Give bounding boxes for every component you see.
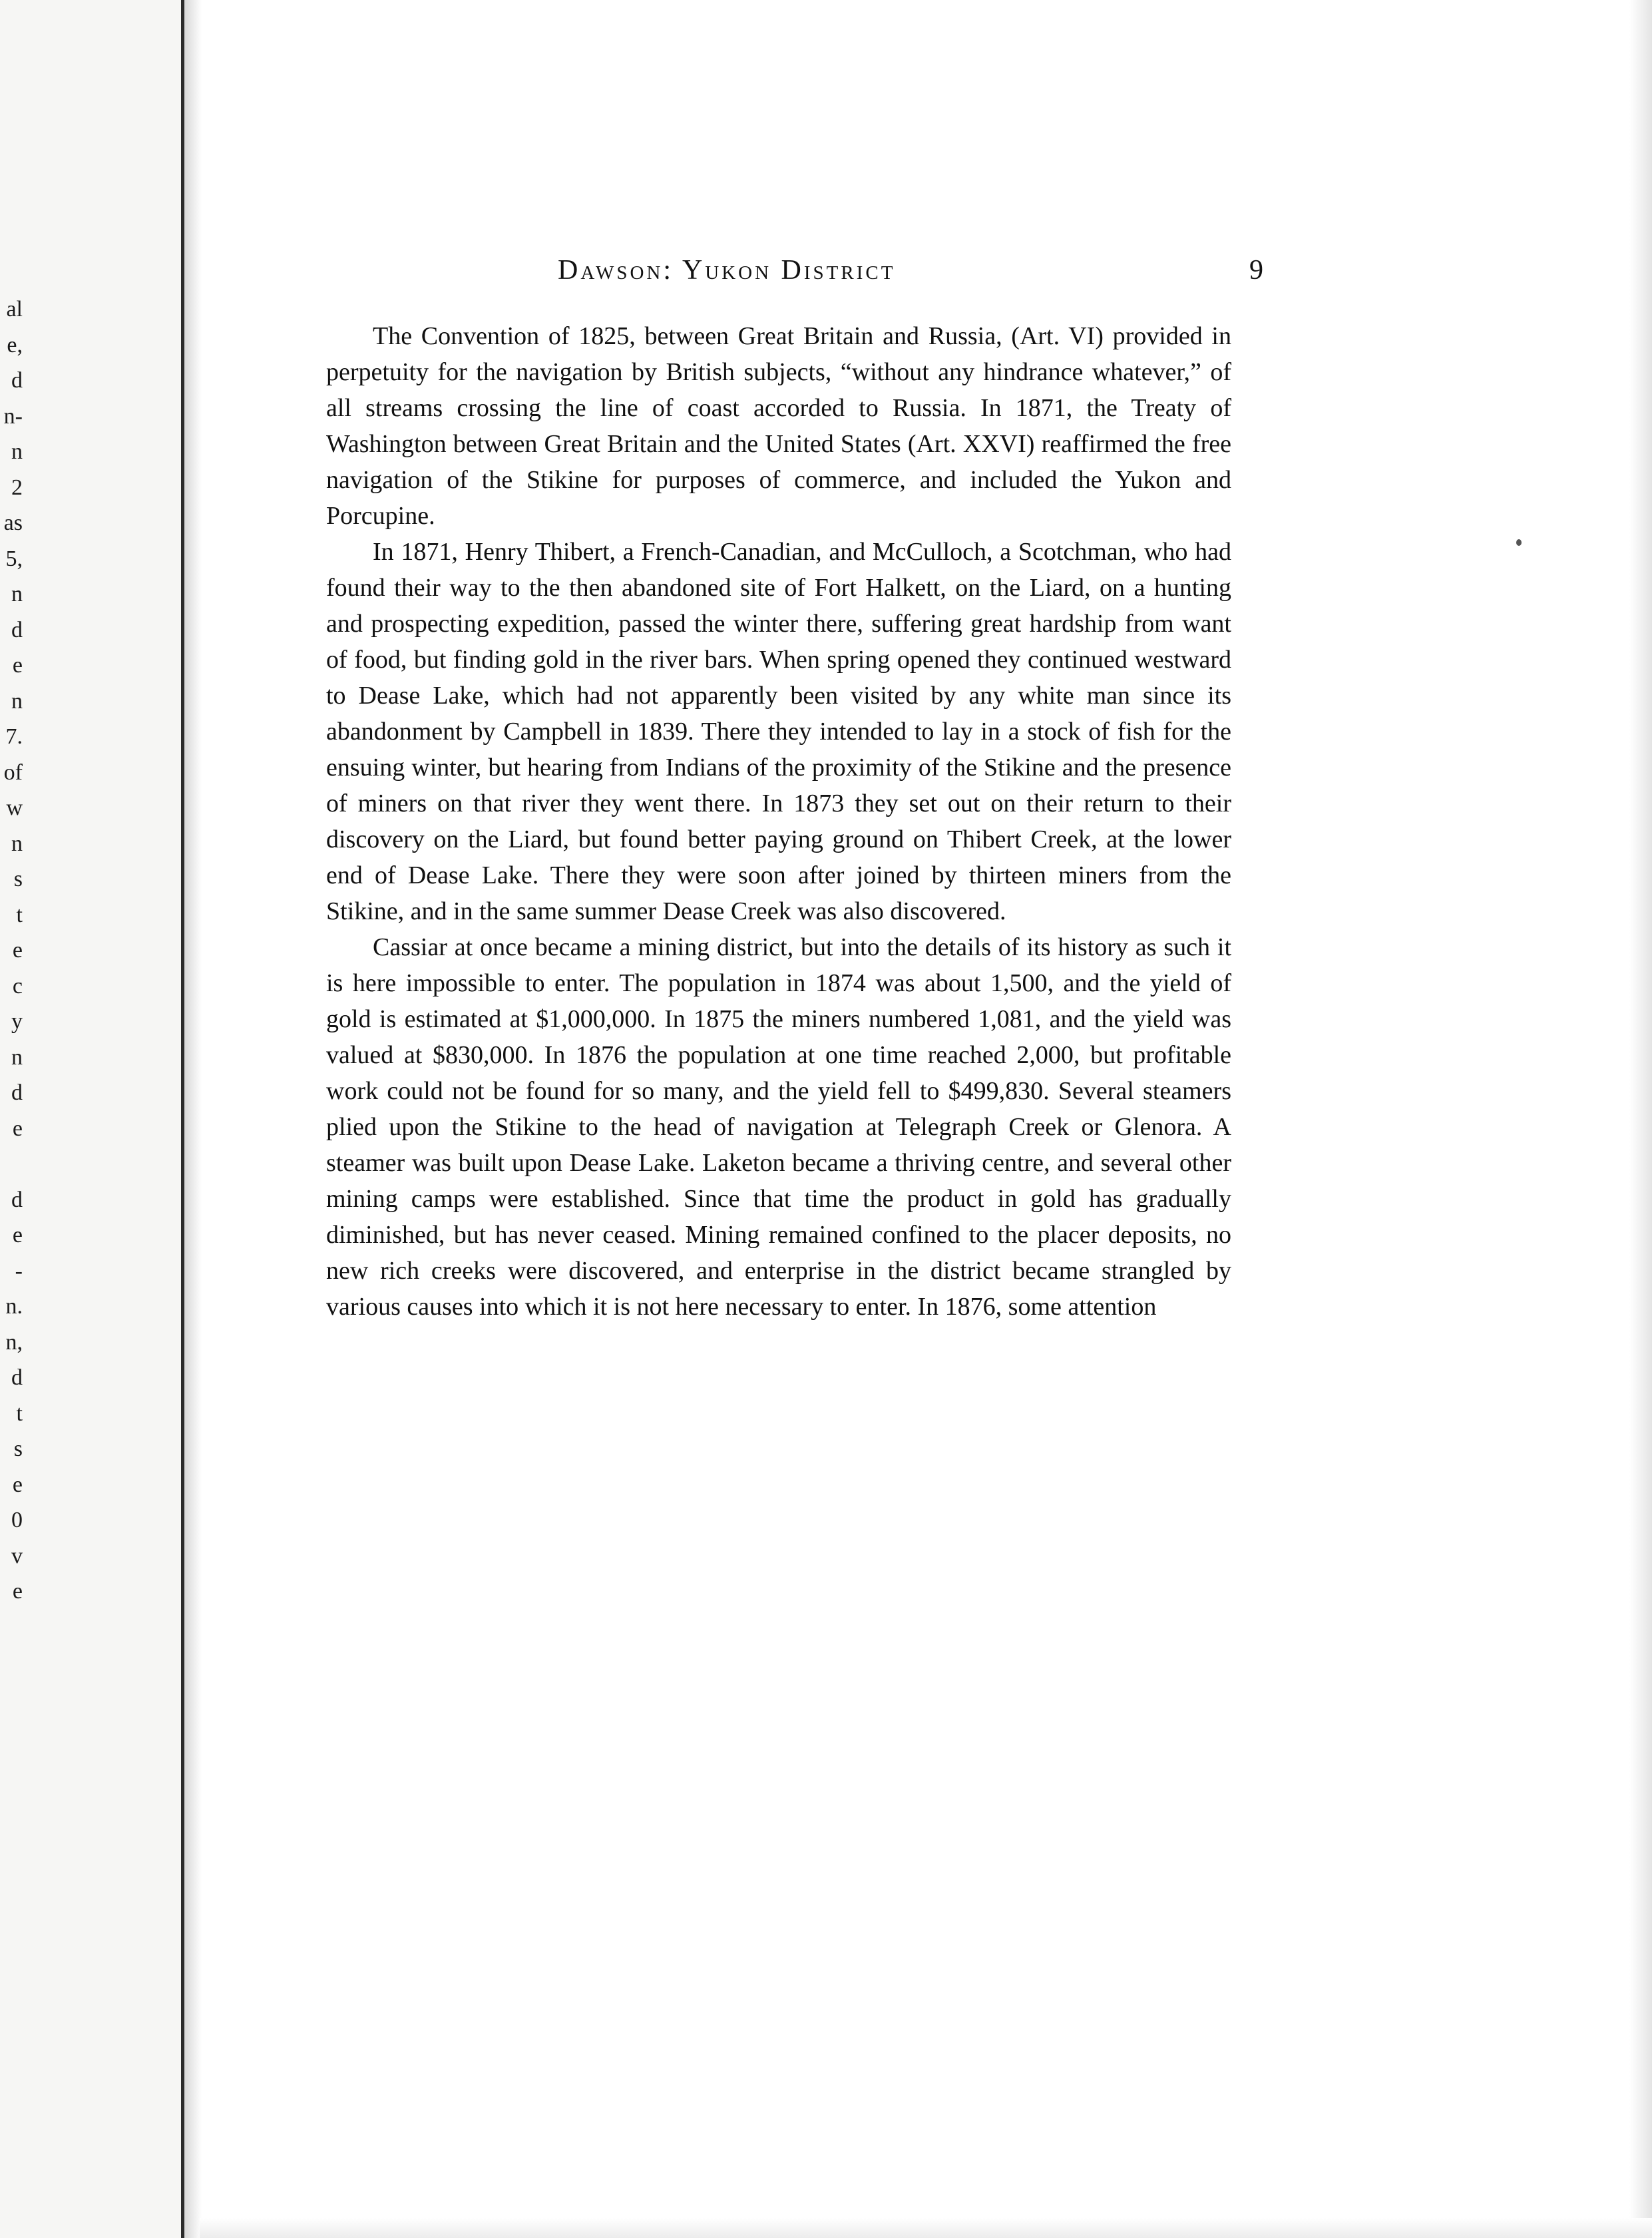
- paragraph: In 1871, Henry Thibert, a French-Canadian, and McCulloch, a Scotchman, who had found their way to the then abandoned site of Fort Halkett, on the Liard, on a hunting and prospecting expedition, passed the winter there, suffering great hardship from want of food, but finding gold in the river bars. When spring opened they continued westward to Dease Lake, which had not apparently been visited by any white man since its abandonment by Campbell in 1839. There they intended to lay in a stock of fish for the ensuing winter, but hearing from Indians of the proximity of the Stikine and the presence of miners on that river they went there. In 1873 they set out on their return to their discovery on the Liard, but found better paying ground on Thibert Creek, at the lower end of Dease Lake. There they were soon after joined by thirteen miners from the Stikine, and in the same summer Dease Creek was also discovered.: [326, 538, 1231, 925]
- facing-page-fragment: [0, 1146, 23, 1182]
- facing-page-fragment: n: [11, 688, 23, 714]
- facing-page-fragment: e,: [7, 332, 23, 357]
- facing-page-fragment: d: [11, 368, 23, 393]
- page-number: 9: [1249, 255, 1263, 286]
- facing-page-fragment: 0: [11, 1508, 23, 1532]
- facing-page-fragment: e: [12, 1472, 23, 1497]
- facing-page-fragment: e: [12, 938, 23, 963]
- facing-page-fragment: n,: [5, 1329, 23, 1355]
- facing-page-fragment: as: [3, 511, 23, 535]
- facing-page-fragment: v: [11, 1543, 23, 1568]
- facing-page-fragment: al: [6, 297, 23, 322]
- facing-page-edge: [0, 0, 200, 2238]
- facing-page-fragment: c: [12, 973, 23, 999]
- facing-page-fragment: s: [13, 867, 23, 891]
- body-text: [326, 318, 1231, 1325]
- facing-page-fragment: e: [12, 1223, 23, 1247]
- facing-page-fragment: d: [11, 1080, 23, 1105]
- facing-page-fragment: 5,: [5, 546, 23, 571]
- facing-page-fragment: n-: [3, 403, 23, 429]
- facing-page-fragment: of: [3, 760, 23, 785]
- facing-page-fragment: n: [11, 831, 23, 856]
- facing-page-fragment: e: [12, 653, 23, 678]
- facing-page-fragment: d: [11, 1365, 23, 1390]
- facing-page-fragment: 2: [11, 475, 23, 500]
- facing-page-fragment: d: [11, 1187, 23, 1212]
- facing-page-fragment: -: [15, 1258, 23, 1283]
- facing-page-fragment: n: [11, 582, 23, 606]
- facing-page-fragment: n.: [5, 1294, 23, 1319]
- facing-page-fragment: t: [16, 1401, 23, 1426]
- facing-page-fragment: y: [11, 1009, 23, 1034]
- facing-page-fragment: e: [12, 1116, 23, 1141]
- paragraph: Cassiar at once became a mining district, but into the details of its history as such it is here impossible to enter. The population in 1874 was about 1,500, and the yield of gold is estimated at $1,000,000. In 1875 the miners numbered 1,081, and the yield was valued at $830,000. In 1876 the population at one time reached 2,000, but profitable work could not be found for so many, and the yield fell to $499,830. Several steamers plied upon the Stikine to the head of navigation at Telegraph Creek or Glenora. A steamer was built upon Dease Lake. Laketon became a thriving centre, and several other mining camps were established. Since that time the product in gold has gradually diminished, but has never ceased. Mining remained confined to the placer deposits, no new rich creeks were discovered, and enterprise in the district became strangled by various causes into which it is not here necessary to enter. In 1876, some attention: [326, 933, 1231, 1321]
- paragraph: The Convention of 1825, between Great Britain and Russia, (Art. VI) provided in perpetuity for the navigation by British subjects, “without any hindrance whatever,” of all streams crossing the line of coast accorded to Russia. In 1871, the Treaty of Washington between Great Britain and the United States (Art. XXVI) reaffirmed the free navigation of the Stikine for purposes of commerce, and included the Yukon and Porcupine.: [326, 322, 1231, 530]
- paper-speck: [1516, 539, 1522, 546]
- facing-page-fragment: s: [13, 1437, 23, 1461]
- page-bottom-edge: [200, 2218, 1652, 2238]
- facing-page-fragment: n: [11, 439, 23, 464]
- facing-page-text-fragments: [0, 292, 23, 1610]
- gutter-shadow: [184, 0, 202, 2238]
- facing-page-fragment: 7.: [5, 724, 23, 749]
- facing-page-fragment: n: [11, 1044, 23, 1070]
- running-head: Dawson: Yukon District: [558, 255, 896, 286]
- facing-page-fragment: d: [11, 617, 23, 642]
- facing-page-fragment: e: [12, 1579, 23, 1604]
- facing-page-fragment: w: [6, 795, 23, 820]
- page-right-edge: [1629, 0, 1652, 2238]
- facing-page-fragment: t: [16, 902, 23, 927]
- page-header: [558, 254, 1263, 294]
